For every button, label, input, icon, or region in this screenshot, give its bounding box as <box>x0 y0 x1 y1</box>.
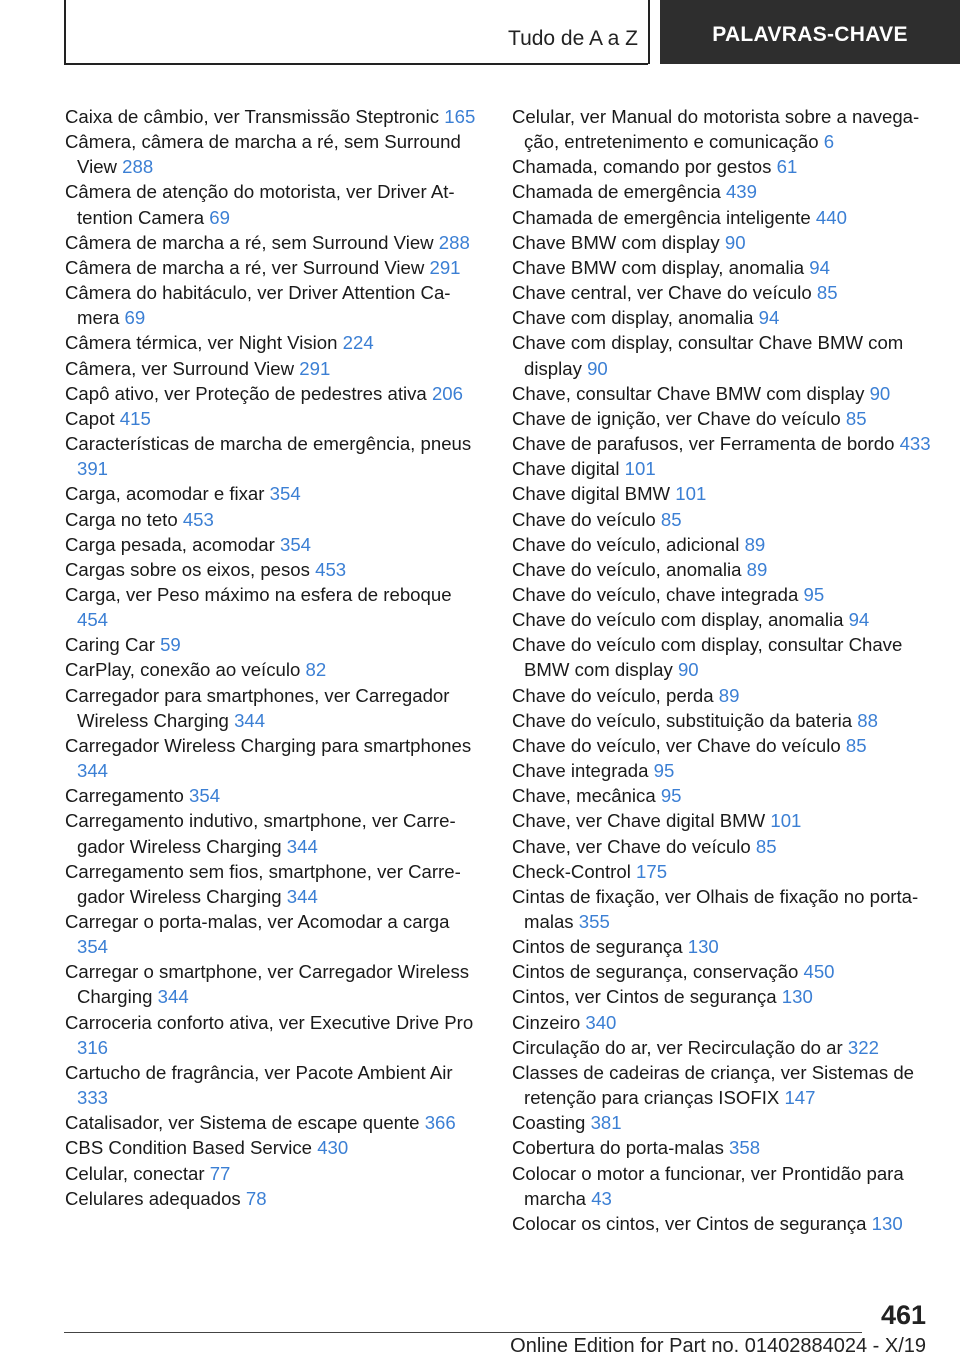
index-entry-page-link[interactable]: 206 <box>431 382 463 404</box>
index-entry-term: Chave, mecânica <box>512 785 656 807</box>
index-entry-term: Carregamento sem fios, smartphone, ver Carregador Wireless Charging <box>65 860 461 907</box>
index-entry <box>65 356 483 381</box>
index-entry-page-link[interactable]: 316 <box>77 1036 109 1058</box>
index-entry-term: Celulares adequados <box>65 1187 241 1209</box>
index-entry <box>512 104 932 154</box>
index-entry <box>512 959 932 984</box>
index-entry <box>512 230 932 255</box>
index-entry <box>512 1110 932 1135</box>
index-entry <box>512 984 932 1009</box>
index-entry-term: Chave com display, consultar Chave BMW com display <box>512 332 904 379</box>
index-entry <box>65 1186 483 1211</box>
index-entry-term: Cinzeiro <box>512 1011 581 1033</box>
index-entry-page-link[interactable]: 454 <box>77 609 109 631</box>
index-entry <box>65 179 483 229</box>
index-entry-page-link[interactable]: 89 <box>718 684 740 706</box>
index-entry <box>512 406 932 431</box>
index-entry-page-link[interactable]: 366 <box>424 1112 456 1134</box>
index-entry <box>65 1161 483 1186</box>
index-entry-page-link[interactable]: 94 <box>809 256 830 278</box>
index-column-right <box>512 104 932 1236</box>
index-entry <box>512 1211 932 1236</box>
index-entry-page-link[interactable]: 77 <box>209 1162 231 1184</box>
index-column-left <box>65 104 483 1211</box>
index-entry <box>65 683 483 733</box>
index-entry-page-link[interactable]: 453 <box>315 558 347 580</box>
index-entry-page-link[interactable]: 85 <box>816 282 838 304</box>
index-entry-page-link[interactable]: 354 <box>269 483 301 505</box>
index-entry-term: Câmera, câmera de marcha a ré, sem Surround View <box>65 131 461 178</box>
index-entry-term: Chamada de emergência <box>512 181 721 203</box>
index-entry-term: Carregamento indutivo, smartphone, ver Carregador Wireless Charging <box>65 810 456 857</box>
index-entry-term: Colocar os cintos, ver Cintos de segurança <box>512 1212 867 1234</box>
header-rule-divider <box>648 0 650 64</box>
index-entry <box>512 607 932 632</box>
index-entry <box>512 808 932 833</box>
index-entry <box>512 330 932 380</box>
index-entry <box>512 683 932 708</box>
index-entry-page-link[interactable]: 224 <box>342 332 374 354</box>
index-entry-page-link[interactable]: 61 <box>776 156 798 178</box>
index-entry-page-link[interactable]: 90 <box>587 357 608 379</box>
index-entry-page-link[interactable]: 90 <box>724 231 746 253</box>
index-entry-page-link[interactable]: 6 <box>823 131 835 153</box>
index-entry <box>65 481 483 506</box>
index-entry-term: Catalisador, ver Sistema de escape quente <box>65 1112 420 1134</box>
index-entry <box>65 808 483 858</box>
index-entry-page-link[interactable]: 288 <box>122 156 154 178</box>
index-entry-term: Cargas sobre os eixos, pesos <box>65 558 310 580</box>
index-entry-page-link[interactable]: 355 <box>578 911 610 932</box>
index-entry <box>512 507 932 532</box>
index-entry <box>512 758 932 783</box>
index-entry-page-link[interactable]: 101 <box>624 458 656 480</box>
index-entry-term: Chave do veículo, ver Chave do veículo <box>512 734 841 756</box>
index-entry-term: Colocar o motor a funcionar, ver Prontidão para marcha <box>512 1162 904 1209</box>
index-entry-term: Carregador Wireless Charging para smartphones <box>65 734 472 756</box>
header-chapter-tab <box>660 0 960 64</box>
index-entry-page-link[interactable]: 344 <box>157 986 189 1008</box>
index-entry-page-link[interactable]: 95 <box>653 760 675 782</box>
index-entry-page-link[interactable]: 130 <box>687 936 719 958</box>
page-number: 461 <box>880 1300 926 1330</box>
index-entry <box>512 834 932 859</box>
index-entry-term: Cartucho de fragrância, ver Pacote Ambient Air <box>65 1061 453 1083</box>
index-entry-page-link[interactable]: 381 <box>590 1112 622 1134</box>
index-entry <box>512 280 932 305</box>
index-entry-page-link[interactable]: 89 <box>746 558 768 580</box>
index-entry <box>512 884 932 934</box>
index-entry-page-link[interactable]: 358 <box>729 1137 761 1159</box>
index-entry <box>65 532 483 557</box>
footer-edition: Online Edition for Part no. 01402884024 - X/19 <box>510 1335 926 1357</box>
index-entry-term: Carregar o porta-malas, ver Acomodar a carga <box>65 911 450 932</box>
index-entry <box>512 1035 932 1060</box>
index-entry-page-link[interactable]: 440 <box>815 206 847 228</box>
index-entry-term: Chave integrada <box>512 760 649 782</box>
index-entry-page-link[interactable]: 85 <box>845 734 867 756</box>
index-entry-page-link[interactable]: 433 <box>899 433 931 455</box>
index-entry-term: Cintos de segurança <box>512 936 683 958</box>
index-entry <box>512 381 932 406</box>
index-entry-term: Cintos, ver Cintos de segurança <box>512 986 777 1008</box>
index-entry <box>512 481 932 506</box>
index-entry-term: Chave digital <box>512 458 620 480</box>
index-entry-page-link[interactable]: 130 <box>781 986 813 1008</box>
index-entry <box>65 431 483 481</box>
index-entry-term: Carga, acomodar e fixar <box>65 483 265 505</box>
index-entry-term: CarPlay, conexão ao veículo <box>65 659 301 681</box>
index-entry-term: Chave do veículo com display, consultar Chave BMW com display <box>512 634 903 681</box>
index-entry <box>512 154 932 179</box>
index-entry <box>512 255 932 280</box>
index-entry-page-link[interactable]: 453 <box>182 508 214 530</box>
index-entry-term: Chave BMW com display, anomalia <box>512 256 805 278</box>
index-entry-page-link[interactable]: 101 <box>770 810 802 832</box>
index-entry <box>512 1060 932 1110</box>
index-entry-page-link[interactable]: 78 <box>245 1187 267 1209</box>
index-entry-page-link[interactable]: 430 <box>317 1137 349 1159</box>
index-entry-page-link[interactable]: 89 <box>744 533 766 555</box>
index-entry-term: Capô ativo, ver Proteção de pedestres ativa <box>65 382 427 404</box>
index-entry-term: Cobertura do porta-malas <box>512 1137 724 1159</box>
index-entry-page-link[interactable]: 439 <box>725 181 757 203</box>
index-entry <box>65 557 483 582</box>
index-entry <box>65 657 483 682</box>
index-entry <box>65 959 483 1009</box>
index-entry <box>65 632 483 657</box>
index-entry-term: Coasting <box>512 1112 586 1134</box>
index-entry-term: Carga, ver Peso máximo na esfera de reboque <box>65 583 452 605</box>
index-entry-term: Carregar o smartphone, ver Carregador Wireless Charging <box>65 961 470 1008</box>
index-entry-page-link[interactable]: 130 <box>871 1212 903 1234</box>
index-entry-page-link[interactable]: 450 <box>803 961 835 983</box>
index-entry <box>512 783 932 808</box>
index-entry-page-link[interactable]: 344 <box>286 885 318 907</box>
index-entry <box>512 708 932 733</box>
index-entry-page-link[interactable]: 82 <box>305 659 327 681</box>
index-entry <box>65 1010 483 1060</box>
index-entry-page-link[interactable]: 85 <box>755 835 777 857</box>
index-entry-term: Chave do veículo, anomalia <box>512 558 742 580</box>
index-entry-term: Características de marcha de emergência, pneus <box>65 433 472 455</box>
index-entry <box>512 456 932 481</box>
index-entry-term: Check-Control <box>512 860 631 882</box>
index-entry-page-link[interactable]: 340 <box>585 1011 617 1033</box>
index-entry <box>512 1161 932 1211</box>
index-entry <box>512 582 932 607</box>
index-entry <box>65 406 483 431</box>
index-entry-page-link[interactable]: 95 <box>660 785 682 807</box>
index-entry-page-link[interactable]: 88 <box>857 709 878 731</box>
index-entry-term: Chave do veículo, perda <box>512 684 714 706</box>
index-entry <box>512 1010 932 1035</box>
index-entry-page-link[interactable]: 344 <box>286 835 318 857</box>
index-entry-page-link[interactable]: 43 <box>591 1187 612 1209</box>
index-entry-term: Chave, ver Chave digital BMW <box>512 810 766 832</box>
index-entry-page-link[interactable]: 288 <box>438 231 470 253</box>
index-entry-page-link[interactable]: 165 <box>444 106 476 127</box>
index-entry-term: Caring Car <box>65 634 155 656</box>
index-entry-page-link[interactable]: 69 <box>124 307 146 329</box>
index-entry-term: Chave de ignição, ver Chave do veículo <box>512 407 841 429</box>
index-entry-term: Chave com display, anomalia <box>512 307 754 329</box>
index-entry-term: Capot <box>65 407 115 429</box>
index-entry-page-link[interactable]: 85 <box>845 407 867 429</box>
index-entry-term: Chamada, comando por gestos <box>512 156 772 178</box>
index-entry-term: Chave do veículo com display, anomalia <box>512 609 844 631</box>
index-entry-term: Chave, ver Chave do veículo <box>512 835 751 857</box>
index-entry-page-link[interactable]: 291 <box>429 256 461 278</box>
index-entry-page-link[interactable]: 69 <box>209 206 230 228</box>
index-entry-term: Carregamento <box>65 785 184 807</box>
index-entry-term: Câmera de marcha a ré, sem Surround View <box>65 231 434 253</box>
header-chapter-label: PALAVRAS-CHAVE <box>712 23 908 46</box>
index-entry <box>65 330 483 355</box>
index-entry-term: Celular, ver Manual do motorista sobre a navegação, entretenimento e comunicação <box>512 106 920 153</box>
index-entry <box>65 909 483 959</box>
index-entry-term: Chave do veículo, substituição da bateria <box>512 709 853 731</box>
index-entry-term: Circulação do ar, ver Recirculação do ar <box>512 1036 843 1058</box>
index-entry-term: CBS Condition Based Service <box>65 1137 313 1159</box>
index-entry-page-link[interactable]: 291 <box>299 357 331 379</box>
index-entry-page-link[interactable]: 354 <box>77 936 109 958</box>
index-entry-page-link[interactable]: 101 <box>675 483 707 505</box>
index-entry-page-link[interactable]: 95 <box>803 583 825 605</box>
index-entry-page-link[interactable]: 90 <box>677 659 699 681</box>
index-entry-term: Chamada de emergência inteligente <box>512 206 811 228</box>
index-entry-term: Câmera de marcha a ré, ver Surround View <box>65 256 425 278</box>
index-entry-term: Câmera, ver Surround View <box>65 357 295 379</box>
index-entry-term: Cintas de fixação, ver Olhais de fixação no porta-malas <box>512 885 919 932</box>
index-entry <box>512 205 932 230</box>
index-entry <box>65 507 483 532</box>
index-entry <box>512 1135 932 1160</box>
index-entry <box>512 557 932 582</box>
index-entry-page-link[interactable]: 333 <box>77 1087 109 1109</box>
index-entry-term: Câmera térmica, ver Night Vision <box>65 332 338 354</box>
index-entry <box>65 104 483 129</box>
index-entry-term: Carga pesada, acomodar <box>65 533 275 555</box>
index-entry <box>65 280 483 330</box>
index-entry <box>512 179 932 204</box>
index-entry-term: Carregador para smartphones, ver Carregador Wireless Charging <box>65 684 450 731</box>
index-entry <box>65 1110 483 1135</box>
footer-rule <box>64 1332 862 1333</box>
index-entry-term: Carroceria conforto ativa, ver Executive Drive Pro <box>65 1011 474 1033</box>
header-section-title: Tudo de A a Z <box>508 27 638 50</box>
index-entry-term: Chave BMW com display <box>512 231 720 253</box>
index-entry-term: Celular, conectar <box>65 1162 205 1184</box>
index-entry <box>512 305 932 330</box>
index-entry <box>512 859 932 884</box>
index-entry-page-link[interactable]: 344 <box>77 760 109 782</box>
index-entry-term: Câmera do habitáculo, ver Driver Attention Camera <box>65 282 451 329</box>
index-entry-term: Caixa de câmbio, ver Transmissão Steptronic <box>65 106 440 127</box>
index-entry <box>65 859 483 909</box>
index-entry-page-link[interactable]: 354 <box>280 533 312 555</box>
index-entry <box>65 255 483 280</box>
index-entry-page-link[interactable]: 85 <box>660 508 682 530</box>
index-entry-term: Chave do veículo <box>512 508 656 530</box>
index-entry-page-link[interactable]: 147 <box>784 1087 816 1109</box>
index-entry-term: Chave de parafusos, ver Ferramenta de bordo <box>512 433 895 455</box>
index-entry <box>512 934 932 959</box>
index-entry <box>65 1135 483 1160</box>
index-entry <box>65 733 483 783</box>
index-entry <box>65 582 483 632</box>
index-entry <box>512 733 932 758</box>
index-entry-term: Câmera de atenção do motorista, ver Driver Attention Camera <box>65 181 455 228</box>
index-entry-term: Chave central, ver Chave do veículo <box>512 282 812 304</box>
index-entry-page-link[interactable]: 415 <box>119 407 151 429</box>
header-rule-bottom <box>64 63 648 65</box>
index-entry-page-link[interactable]: 59 <box>160 634 181 656</box>
index-entry-page-link[interactable]: 354 <box>189 785 221 807</box>
index-entry-term: Chave, consultar Chave BMW com display <box>512 382 865 404</box>
index-entry <box>65 381 483 406</box>
index-entry-term: Chave do veículo, chave integrada <box>512 583 799 605</box>
index-entry-page-link[interactable]: 94 <box>758 307 780 329</box>
index-entry-page-link[interactable]: 90 <box>869 382 891 404</box>
index-entry <box>65 1060 483 1110</box>
index-entry <box>65 783 483 808</box>
index-entry-page-link[interactable]: 322 <box>847 1036 879 1058</box>
index-entry <box>65 129 483 179</box>
index-entry-term: Chave digital BMW <box>512 483 671 505</box>
index-entry-page-link[interactable]: 344 <box>234 709 266 731</box>
index-entry-page-link[interactable]: 94 <box>848 609 870 631</box>
index-entry-term: Cintos de segurança, conservação <box>512 961 799 983</box>
index-entry-term: Carga no teto <box>65 508 178 530</box>
index-entry-page-link[interactable]: 175 <box>636 860 668 882</box>
index-entry <box>65 230 483 255</box>
index-entry-page-link[interactable]: 391 <box>77 458 109 480</box>
index-entry <box>512 532 932 557</box>
index-entry <box>512 431 932 456</box>
index-entry-term: Classes de cadeiras de criança, ver Sistemas de retenção para crianças ISOFIX <box>512 1061 915 1109</box>
index-entry-term: Chave do veículo, adicional <box>512 533 740 555</box>
index-entry <box>512 632 932 682</box>
